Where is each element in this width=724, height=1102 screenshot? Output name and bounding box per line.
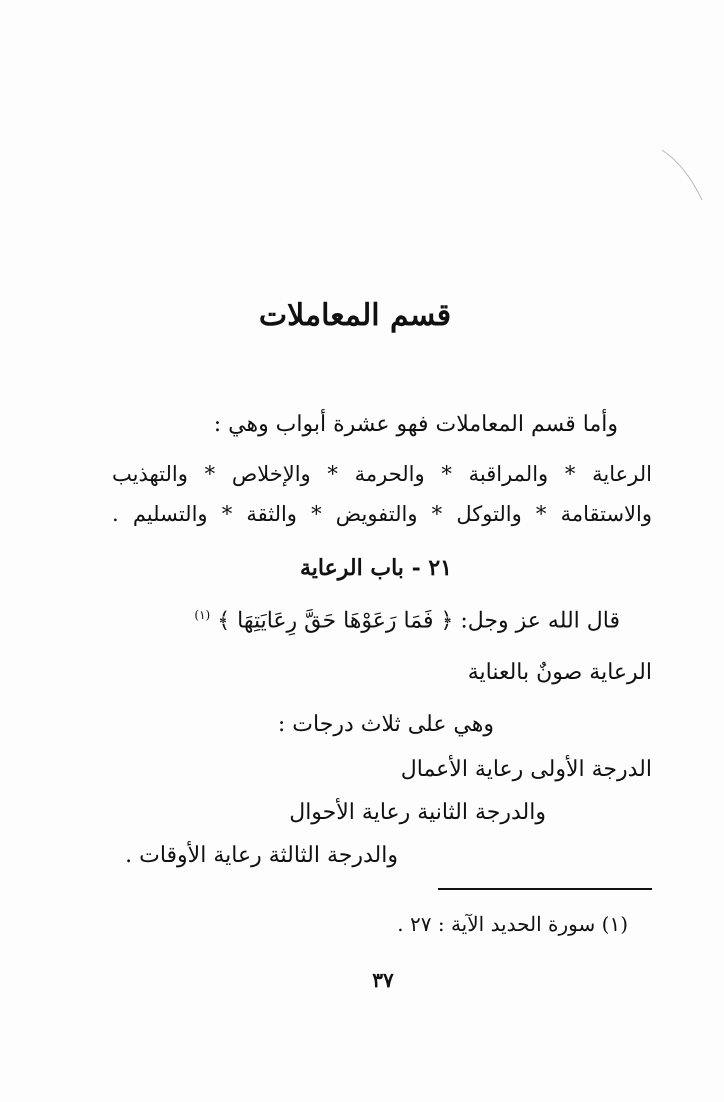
page-edge-mark: [660, 148, 706, 204]
chapter-number: ٢١: [428, 555, 452, 581]
footnote: (١) سورة الحديد الآية : ٢٧ .: [397, 912, 628, 936]
quote-verse: فَمَا رَعَوْهَا حَقَّ رِعَايَتِهَا: [237, 608, 434, 634]
level-item: والدرجة الثالثة رعاية الأوقات .: [125, 843, 398, 868]
quote-open-bracket: ﴿: [433, 608, 454, 634]
page-number: ٣٧: [372, 968, 394, 992]
quote-lead: قال الله عز وجل:: [453, 608, 620, 634]
chapter-dash: -: [403, 555, 429, 581]
chapter-label: باب الرعاية: [300, 555, 404, 581]
section-title: قسم المعاملات: [258, 298, 452, 333]
chapters-list-line-1: الرعاية * والمراقبة * والحرمة * والإخلاص * والتهذيب: [112, 462, 652, 486]
levels-intro: وهي على ثلاث درجات :: [277, 712, 494, 737]
quote-close-bracket: ﴾: [217, 608, 238, 634]
quran-quote: [194, 608, 620, 633]
level-item: الدرجة الأولى رعاية الأعمال: [400, 757, 652, 782]
chapters-list-line-2: والاستقامة * والتوكل * والتفويض * والثقة * والتسليم .: [112, 502, 652, 526]
footnote-divider: [438, 888, 652, 890]
level-item: والدرجة الثانية رعاية الأحوال: [289, 800, 546, 825]
footnote-reference: (١): [194, 608, 211, 622]
section-intro: وأما قسم المعاملات فهو عشرة أبواب وهي :: [213, 412, 618, 437]
definition: الرعاية صونٌ بالعناية: [467, 660, 652, 685]
chapter-heading: [300, 555, 452, 581]
